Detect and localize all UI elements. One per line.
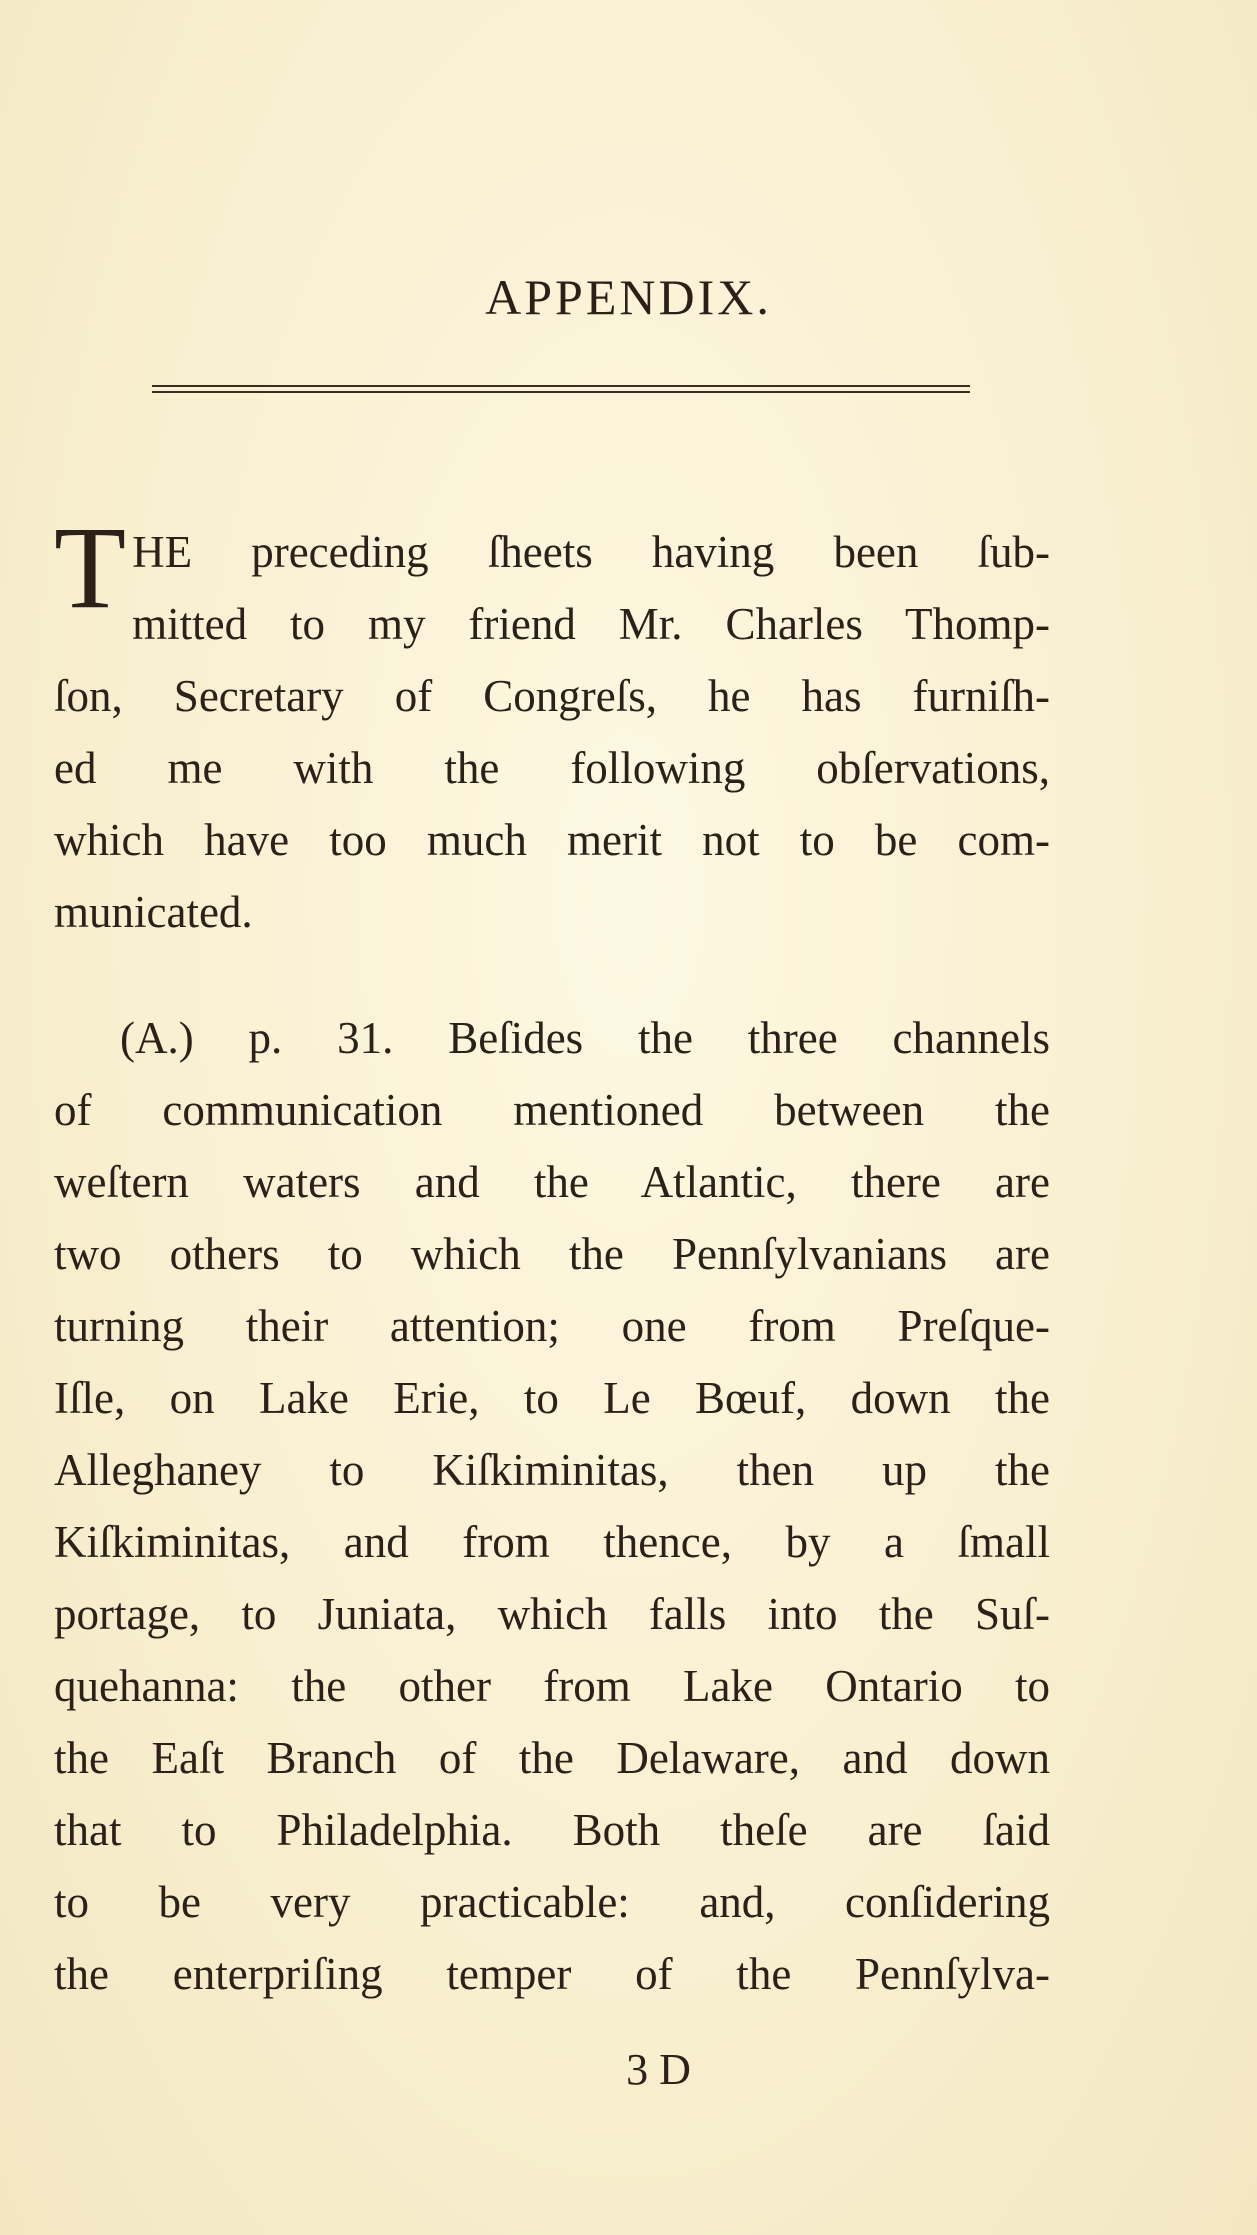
signature-mark: 3 D xyxy=(626,2045,691,2094)
double-rule-divider xyxy=(152,385,970,397)
appendix-heading: APPENDIX. xyxy=(485,269,772,325)
text-line: two others to which the Pennſylvanians are xyxy=(54,1229,1050,1279)
drop-cap-letter: T xyxy=(54,502,127,633)
text-line: (A.) p. 31. Beſides the three channels xyxy=(120,1013,1050,1063)
text-line: Kiſkiminitas, and from thence, by a ſmall xyxy=(54,1517,1050,1567)
paragraph-intro xyxy=(54,502,1050,948)
rule-line-top xyxy=(152,385,970,387)
text-line: of communication mentioned between the xyxy=(54,1085,1050,1135)
text-line: municated. xyxy=(54,887,253,937)
text-line: ſon, Secretary of Congreſs, he has furniſh- xyxy=(54,671,1050,721)
paragraph-note-a xyxy=(54,1002,1050,2010)
text-line: which have too much merit not to be com- xyxy=(54,815,1050,865)
text-line: mitted to my friend Mr. Charles Thomp- xyxy=(132,599,1050,649)
text-line: the enterpriſing temper of the Pennſylva- xyxy=(54,1949,1050,1999)
text-line: the Eaſt Branch of the Delaware, and down xyxy=(54,1733,1050,1783)
text-line: turning their attention; one from Preſque- xyxy=(54,1301,1050,1351)
text-line: weſtern waters and the Atlantic, there are xyxy=(54,1157,1050,1207)
text-line: ed me with the following obſervations, xyxy=(54,743,1050,793)
text-line: Iſle, on Lake Erie, to Le Bœuf, down the xyxy=(54,1373,1050,1423)
text-line: Alleghaney to Kiſkiminitas, then up the xyxy=(54,1445,1050,1495)
text-line: quehanna: the other from Lake Ontario to xyxy=(54,1661,1050,1711)
text-line: HE preceding ſheets having been ſub- xyxy=(132,527,1050,577)
text-line: that to Philadelphia. Both theſe are ſaid xyxy=(54,1805,1050,1855)
rule-line-bottom xyxy=(152,391,970,393)
text-line: portage, to Juniata, which falls into the Suſ- xyxy=(54,1589,1050,1639)
text-line: to be very practicable: and, conſidering xyxy=(54,1877,1050,1927)
